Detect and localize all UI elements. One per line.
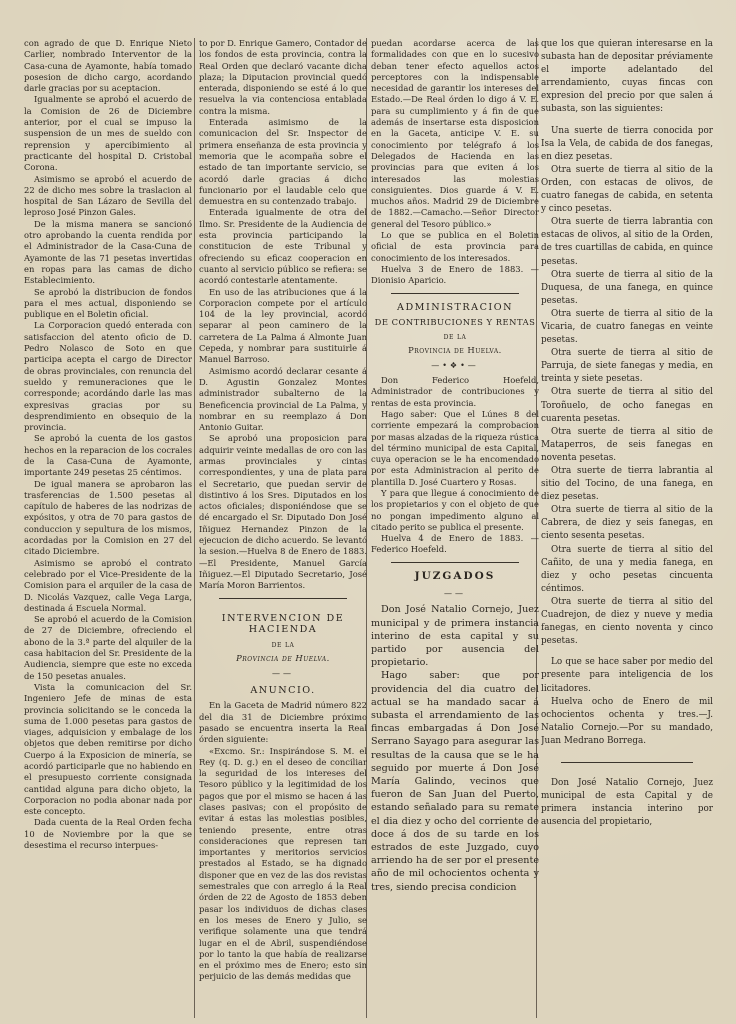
column-4 [541,38,713,1018]
paragraph: Se aprobó la cuenta de los gastos hechos en la reparacion de los cocrales de la Casa-Cuna de Ayamonte, importante 249 pesetas 25 céntimos. [24,433,192,478]
paragraph: Don José Natalio Cornejo, Juez municipal y de primera instancia interino de esta capital y su partido por ausencia del propietario. [371,604,539,669]
list-item: Otra suerte de tierra al sitio de Mataperros, de seis fanegas en noventa pesetas. [541,426,713,463]
paragraph: En la Gaceta de Madrid número 822 del dia 31 de Diciembre próximo pasado se encuentra inserta la Real órden siguiente: [199,700,367,745]
paragraph: Lo que se publica en el Boletin oficial de esta provincia para conocimiento de los interesados. [371,230,539,263]
paragraph: «Excmo. Sr.: Inspirándose S. M. el Rey (q. D. g.) en el deseo de conciliar la seguridad de los intereses del Tesoro público y la legitimidad de los pagos que por el mismo se hacen á las clases pasivas; con el propósito de evitar á estas las molestias posibles, teniendo presente, entre otras consideraciones que represen tan importantes y meritorios servicios prestados al Estado, se ha dignado disponer que en vez de las dos revistas semestrales que con arreglo á la Real órden de 22 de Agosto de 1853 deben pasar los individuos de dichas clases en los meses de Enero y Julio, se verifique solamente una que tendrá lugar en el de Abril, suspendiéndose por lo tanto la que había de realizarse en el próximo mes de Enero; esto sin perjuicio de las demás medidas que [199,745,367,982]
paragraph: Se aprobó el acuerdo de la Comision de 27 de Diciembre, ofreciendo el abono de la 3.ª parte del alquiler de la casa habitacion del Sr. Presidente de la Audiencia, siempre que este no exceda de 150 pesetas anuales. [24,614,192,681]
section-heading-line2: DE CONTRIBUCIONES Y RENTAS [374,316,536,327]
list-item: Una suerte de tierra conocida por Isa la Vela, de cabida de dos fanegas, en diez pesetas. [541,125,713,162]
paragraph: Enterada igualmente de otra del Ilmo. Sr. Presidente de la Audiencia de esta provincia participando la constitucion de este Tribunal y ofreciendo su eficaz cooperacion en cuanto al servicio público se refiera: se acordó contestarle atentamente. [199,207,367,286]
list-item: Otra suerte de tierra al sitio de la Vicaria, de cuatro fanegas en veinte pesetas. [541,308,713,346]
list-item: Otra suerte de tierra al sitio de la Orden, con estacas de olivos, de cuatro fanegas de cabida, en setenta y cinco pesetas. [541,164,713,215]
list-item: Otra suerte de tierra al sitio del Cuadrejon, de diez y nueve y media fanegas, en ciento noventa y cinco pesetas. [541,596,713,647]
paragraph: Huelva 3 de Enero de 1883. —Dionisio Aparicio. [371,263,539,286]
column-divider [194,38,195,1018]
paragraph: Igualmente se aprobó el acuerdo de la Comision de 26 de Diciembre anterior, por el cual se impuso la suspension de un mes de sueldo con reprension y apercibimiento al practicante del hospital D. Cristobal Corona. [24,94,192,173]
section-subheading: Provincia de Huelva. [236,653,330,664]
section-subheading: Provincia de Huelva. [408,345,502,356]
section-divider [391,293,519,294]
paragraph: puedan acordarse acerca de las formalidades con que en lo sucesivo deban tener efecto aquellos actos perceptores con la indispensable necesidad de garantir los intereses del Estado.—De Real órden lo digo á V. E. para su cumplimiento y á fin de que además de insertarse esta disposicion en la Gaceta, anticipe V. E. su conocimiento por telégrafo á los Delegados de Hacienda en las provincias para que eviten á los interesados las molestias consiguientes. Dios guarde á V. E. muchos años. Madrid 29 de Diciembre de 1882.—Camacho.—Señor Director general del Tesoro público.» [371,38,539,229]
ornament: —— [444,589,466,599]
paragraph: La Corporacion quedó enterada con satisfaccion del atento oficio de D. Pedro Nolasco de Soto en que participa acepta el cargo de Director de obras provinciales, con renuncia del sueldo y remuneraciones que le corresponde; acordándo darle las mas expresivas gracias por su desprendimiento en obsequio de la provincia. [24,320,192,433]
section-heading: JUZGADOS [414,569,496,582]
paragraph: Hago saber: Que el Lúnes 8 del corriente empezará la comprobacion por masas alzadas de la riqueza rústica del término municipal de esta Capital, cuya operacion se le ha encomendado por esta Administracion al perito de plantilla D. José Cuartero y Rosas. [371,408,539,487]
section-heading: ADMINISTRACION [397,301,513,313]
paragraph: con agrado de que D. Enrique Nieto Carlier, nombrado Interventor de la Casa-cuna de Ayamonte, había tomado posesion de dicho cargo, acordando darle gracias por su aceptacion. [24,38,192,94]
list-item: Otra suerte de tierra al sitio del Toroñuelo, de ocho fanegas en cuarenta pesetas. [541,387,713,424]
paragraph: Don Federico Hoefeld, Administrador de contribuciones y rentas de esta provincia. [371,375,539,408]
column-2 [199,38,367,1018]
ornament: —•❖•— [431,360,479,370]
paragraph: De la misma manera se sancionó otro aprobando la cuenta rendida por el Administrador de la Casa-Cuna de Ayamonte de las 71 pesetas invertidas en ropas para las camas de dicho Establecimiento. [24,218,192,286]
paragraph: Huelva ocho de Enero de mil ochocientos ochenta y tres.—J. Natalio Cornejo.—Por su mandado, Juan Medrano Borrega. [541,696,713,746]
paragraph: Huelva 4 de Enero de 1883. — Federico Hoefeld. [371,533,539,555]
section-subheading: de la [443,331,467,342]
list-item: Otra suerte de tierra al sitio de la Duquesa, de una fanega, en quince pesetas. [541,269,713,306]
paragraph: que los que quieran interesarse en la subasta han de depositar préviamente el importe adelantado del arrendamiento, cuyas fincas con expresion del precio por que salen á subasta, son las siguientes: [541,39,713,115]
paragraph: Asimismo se aprobó el contrato celebrado por el Vice-Presidente de la Comision para el arquiler de la casa de D. Nicolás Vazquez, calle Vega Larga, destinada á Escuela Normal. [24,557,192,613]
section-divider [391,562,519,563]
paragraph: Hago saber: que por providencia del dia cuatro del actual se ha mandado sacar á subasta el arrendamiento de las fincas embargadas á Don José Serrano Sayago para asegurar las resultas de la causa que se le ha seguido por muerte á Don José María Galindo, vecinos que fueron de San Juan del Puerto, estando señalado para su remate el dia diez y ocho del corriente de doce á dos de su tarde en los estrados de este Juzgado, cuyo arriendo ha de ser por el presente año de mil ochocientos ochenta y tres, siendo precisa condicion [371,670,539,893]
paragraph: Se aprobó una proposicion para adquirir veinte medallas de oro con las armas provinciales y cintas correspondientes, y una de plata para el Secretario, que puedan servir de distintivo á los Sres. Diputados en los actos oficiales; disponiéndose que se dé encargado el Sr. Diputado Don José Iñiguez Hernandez Pinzon de la ejecucion de dicho acuerdo. Se levantó la sesion.—Huelva 8 de Enero de 1883.—El Presidente, Manuel García Iñiguez.—El Diputado Secretario, José María Moron Barrientos. [199,433,367,591]
column-1 [24,38,192,1018]
paragraph: Lo que se hace saber por medio del presente para inteligencia de los licitadores. [541,657,713,694]
column-3 [371,38,539,1018]
list-item: Otra suerte de tierra al sitio del Cañito, de una y media fanega, en diez y ocho pesetas cincuenta céntimos. [541,544,713,594]
list-item: Otra suerte de tierra labrantia al sitio del Tocino, de una fanega, en diez pesetas. [541,466,713,503]
paragraph: Se aprobó la distribucion de fondos para el mes actual, disponiendo se publique en el Boletin oficial. [24,286,192,320]
paragraph: Asimismo se aprobó el acuerdo de 22 de dicho mes sobre la traslacion al hospital de San Lázaro de Sevilla del leproso José Pinzon Gales. [24,173,192,218]
paragraph: Don José Natalio Cornejo, Juez municipal de esta Capital y de primera instancia interino por ausencia del propietario, [541,777,713,828]
list-item: Otra suerte de tierra labrantia con estacas de olivos, al sitio de la Orden, de tres cuartillas de cabida, en quince pesetas. [541,217,713,267]
paragraph: Y para que llegue á conocimiento de los propietarios y con el objeto de que no pongan impedimento alguno al citado perito se publica el presente. [371,487,539,532]
paragraph: Asimismo acordó declarar cesante á D. Agustin Gonzalez Montes administrador subalterno de la Beneficencia provincial de La Palma, y nombrar en su reemplazo á Don Antonio Guitar. [199,365,367,433]
paragraph: De igual manera se aprobaron las trasferencias de 1.500 pesetas al capítulo de haberes de las nodrizas de expósitos, y otra de 70 para gastos de conduccion y sepultura de los mismos, acordadas por la Comision en 27 del citado Diciembre. [24,478,192,557]
paragraph: to por D. Enrique Gamero, Contador de los fondos de esta provincia, contra la Real Orden que declaró vacante dicha plaza; la Diputacion provincial quedó enterada, disponiendo se esté á lo que resuelva la via contenciosa entablada contra la misma. [199,38,367,116]
section-divider [561,762,693,763]
paragraph: Enterada asimismo de la comunicacion del Sr. Inspector de primera enseñanza de esta provincia y memoria que le acompaña sobre el estado de tan importante servicio, se acordó darle gracias á dicho funcionario por el laudable celo que demuestra en su contenzado trabajo. [199,117,367,207]
paragraph: Vista la comunicacion del Sr. Ingeniero Jefe de minas de esta provincia solicitando se le conceda la suma de 1.000 pesetas para gastos de viages, adquisicion y embalage de los objetos que deben remitirse por dicho Cuerpo á la Exposicion de minería, se acordó participarle que no habiendo en el presupuesto corriente consignada cantidad alguna para dicho objeto, la Corporacion no podia abonar nada por este concepto. [24,681,192,817]
ornament: —— [272,668,294,678]
paragraph: En uso de las atribuciones que á la Corporacion compete por el artículo 104 de la ley provincial, acordó separar al peon caminero de la carretera de La Palma á Almonte Juan Cepeda, y nombrar para sustituirle á Manuel Barroso. [199,286,367,365]
list-item: Otra suerte de tierra al sitio de Parruja, de siete fanegas y media, en treinta y siete pesetas. [541,348,713,385]
section-heading: INTERVENCION DE HACIENDA [221,612,345,635]
section-divider [219,598,347,599]
paragraph: Dada cuenta de la Real Orden fecha 10 de Noviembre por la que se desestima el recurso interpues- [24,817,192,851]
announcement-title: ANUNCIO. [250,685,316,697]
section-subheading: de la [271,639,295,650]
list-item: Otra suerte de tierra al sitio de la Cabrera, de diez y seis fanegas, en ciento sesenta pesetas. [541,505,713,542]
